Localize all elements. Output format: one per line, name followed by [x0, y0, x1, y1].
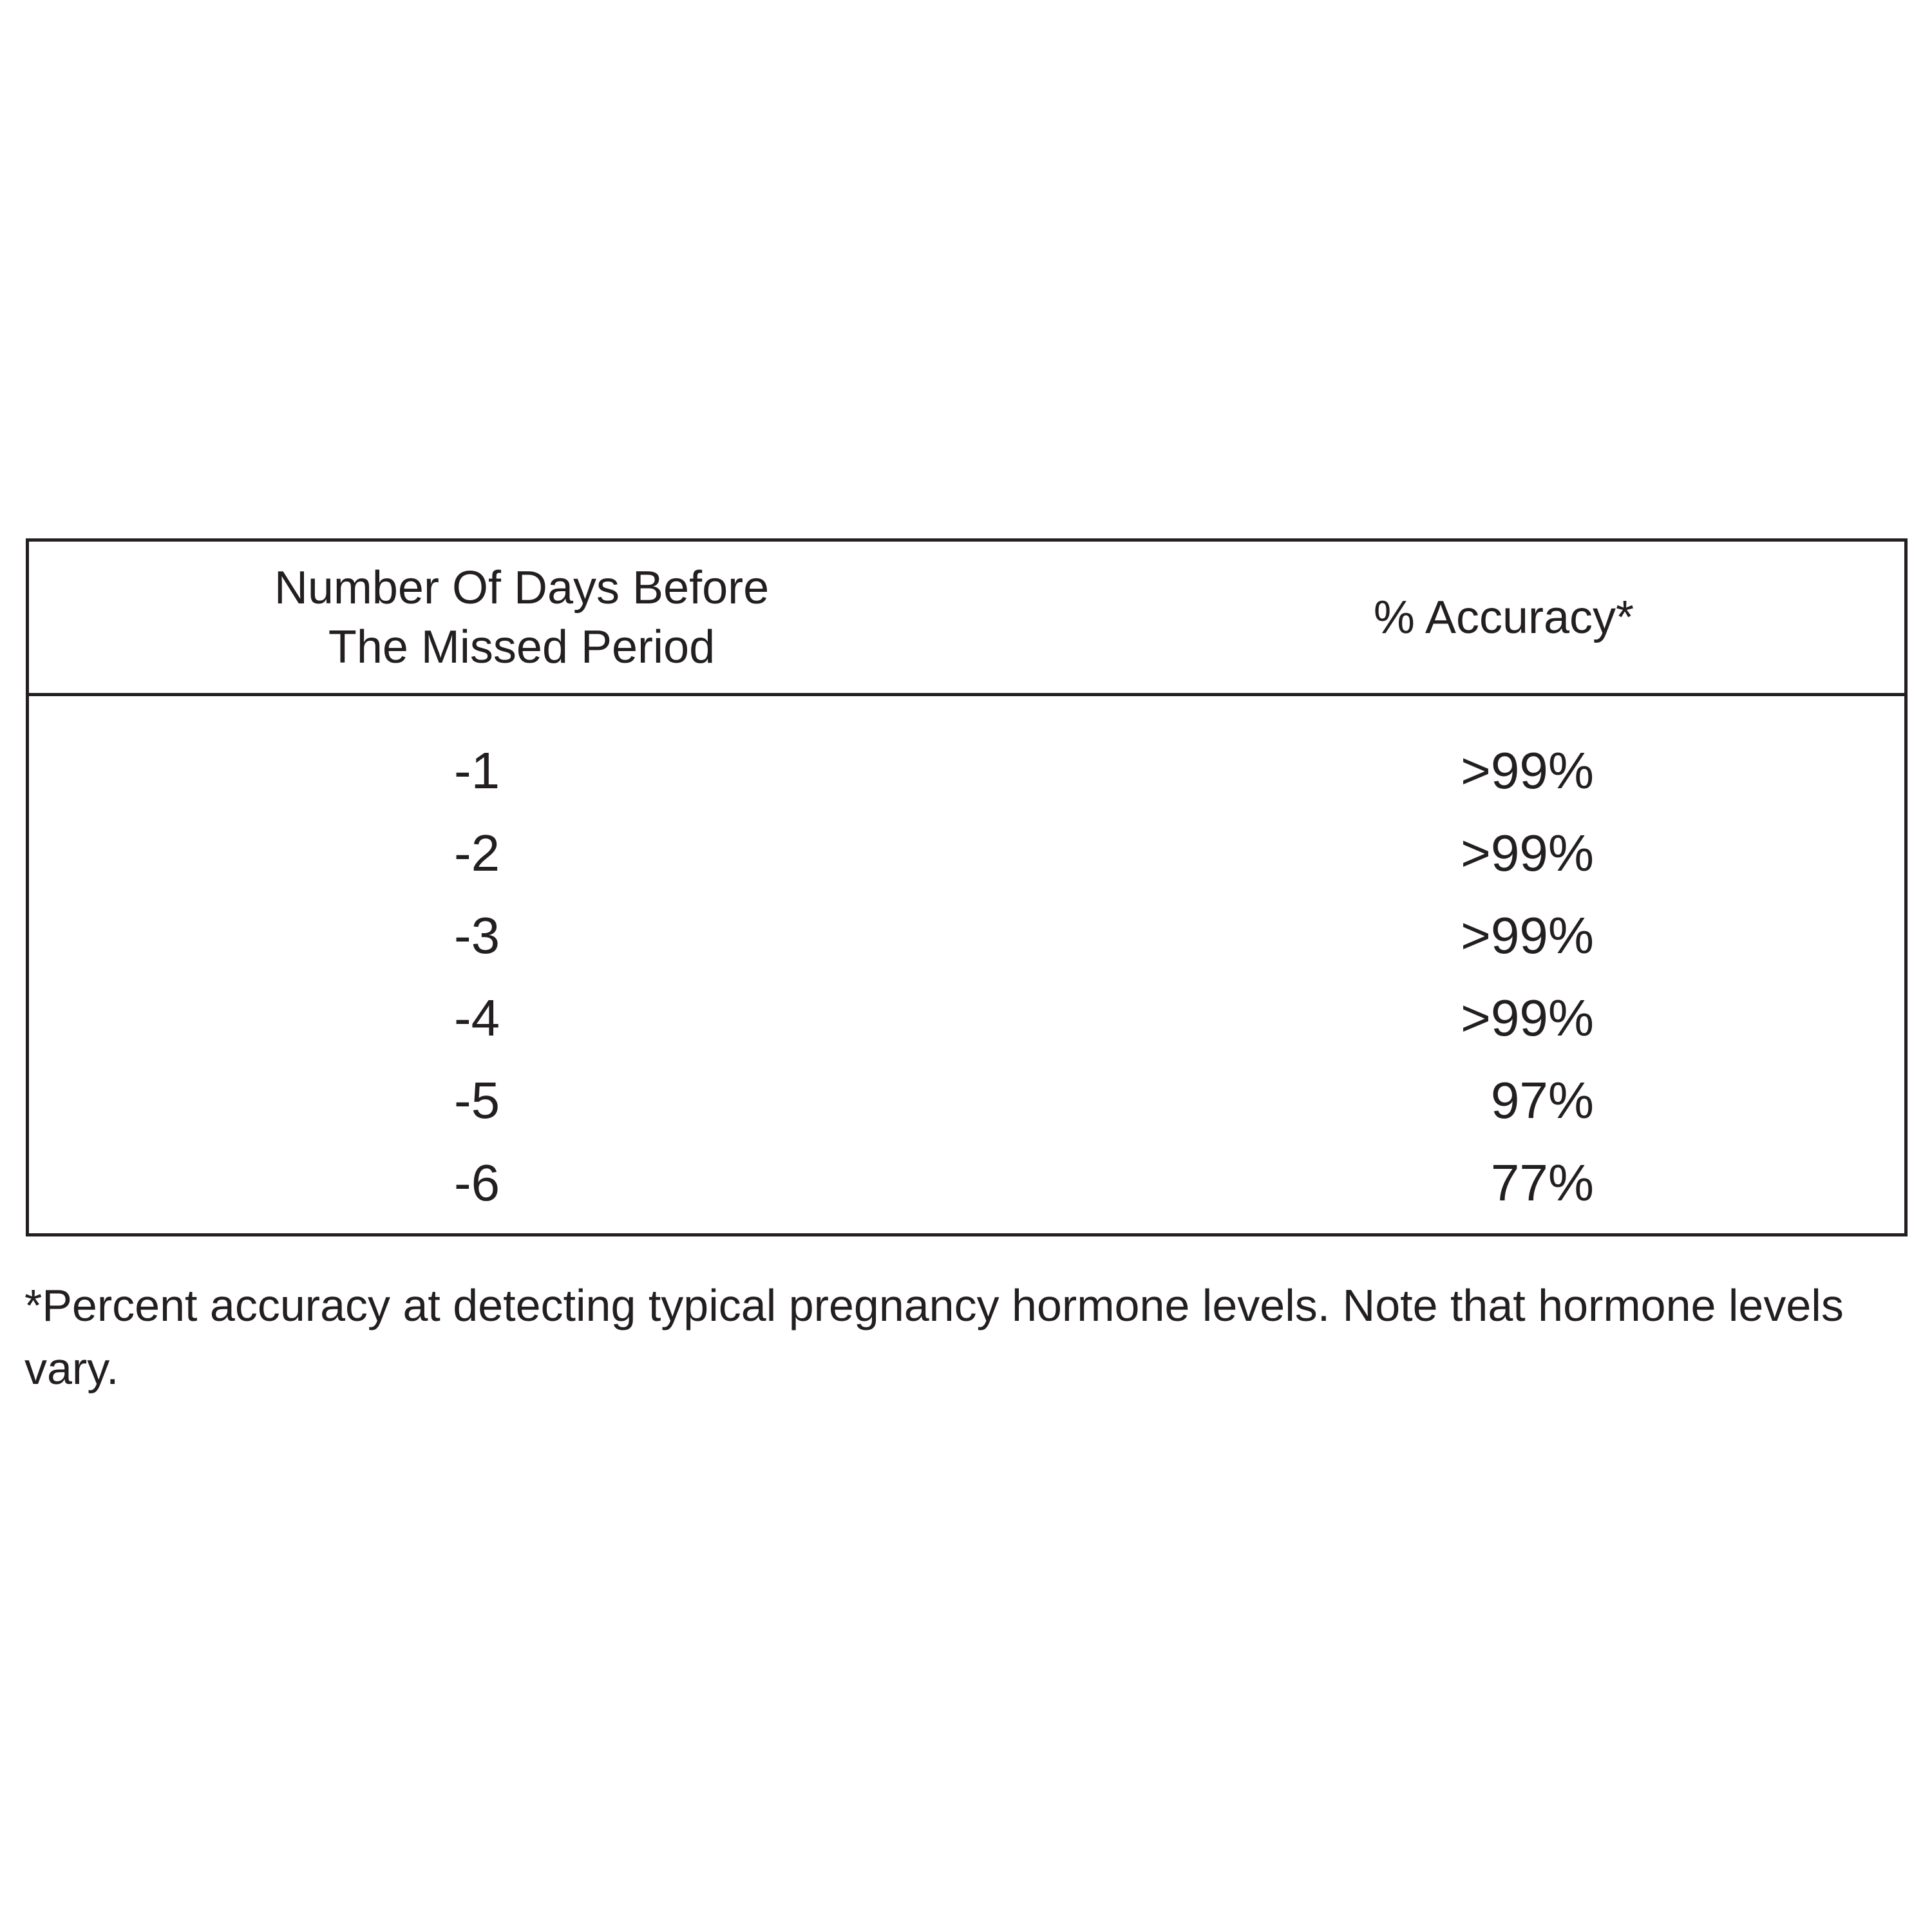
- days-cell: -4: [454, 989, 500, 1046]
- accuracy-cell: >99%: [1461, 907, 1594, 964]
- accuracy-cell: 77%: [1490, 1154, 1594, 1211]
- accuracy-cell: >99%: [1461, 742, 1594, 799]
- table-row: [29, 812, 1904, 895]
- header-days-before-missed-period: Number Of Days Before The Missed Period: [274, 562, 770, 673]
- days-cell: -6: [454, 1154, 500, 1211]
- accuracy-cell: 97%: [1490, 1072, 1594, 1129]
- accuracy-cell: >99%: [1461, 824, 1594, 882]
- accuracy-table: [26, 538, 1908, 1236]
- accuracy-cell: >99%: [1461, 989, 1594, 1046]
- days-cell: -2: [454, 824, 500, 882]
- header-percent-accuracy: % Accuracy*: [1373, 591, 1634, 643]
- table-row: [29, 895, 1904, 977]
- days-cell: -3: [454, 907, 500, 964]
- days-cell: -1: [454, 742, 500, 799]
- table-header-row: [29, 542, 1904, 696]
- table-row: [29, 977, 1904, 1059]
- days-cell: -5: [454, 1072, 500, 1129]
- table-row: [29, 730, 1904, 812]
- footnote: *Percent accuracy at detecting typical pregnancy hormone levels. Note that hormone levels vary.: [24, 1280, 1844, 1394]
- table-row: [29, 1142, 1904, 1224]
- table-row: [29, 1059, 1904, 1142]
